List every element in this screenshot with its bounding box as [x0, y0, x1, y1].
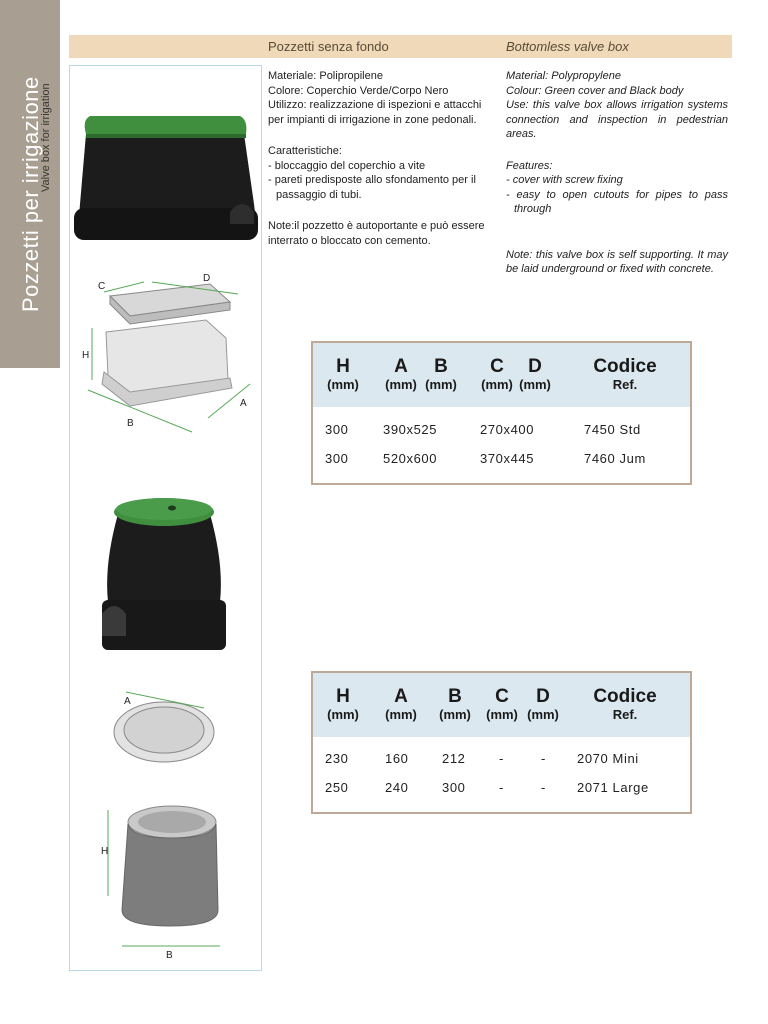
cell-h: 250: [325, 780, 349, 795]
cell-a: 240: [385, 780, 409, 795]
feature1-en: - cover with screw fixing: [506, 174, 623, 186]
header-h: H (mm): [327, 686, 359, 722]
header-title-en: Bottomless valve box: [506, 39, 629, 54]
description-italian: [268, 69, 493, 248]
cell-code: 7460 Jum: [584, 451, 646, 466]
header-d: D (mm): [527, 686, 559, 722]
rect-label-a: A: [240, 398, 247, 409]
cell-d: -: [541, 780, 546, 795]
cell-code: 2071 Large: [577, 780, 649, 795]
cell-h: 300: [325, 451, 349, 466]
header-b: B (mm): [425, 356, 457, 392]
rect-label-d: D: [203, 273, 211, 284]
header-c: C (mm): [486, 686, 518, 722]
cell-d: -: [541, 751, 546, 766]
rect-label-h: H: [82, 350, 90, 361]
table-header: [313, 343, 690, 407]
round-lid-diagram: [104, 688, 226, 772]
rect-label-b: B: [127, 418, 134, 429]
round-valve-box-image: [98, 494, 230, 656]
cell-ab: 390x525: [383, 422, 438, 437]
cell-a: 160: [385, 751, 409, 766]
note-it: Note:il pozzetto è autoportante e può essere interrato o bloccato con cemento.: [268, 220, 485, 247]
usage-en: Use: this valve box allows irrigation systems connection and inspection in pedestrian areas.: [506, 99, 728, 140]
features-title-en: Features:: [506, 159, 553, 172]
feature1-it: - bloccaggio del coperchio a vite: [268, 159, 426, 172]
cell-code: 2070 Mini: [577, 751, 639, 766]
round-label-b: B: [166, 950, 173, 961]
sidebar-subtitle: Valve box for irrigation: [40, 83, 52, 192]
color-it: Colore: Coperchio Verde/Corpo Nero: [268, 84, 449, 97]
header-code: Codice Ref.: [593, 686, 657, 722]
round-body-diagram: [100, 800, 230, 960]
sidebar-band: [0, 0, 60, 368]
sidebar-title: Pozzetti per irrigazione: [18, 76, 43, 312]
header-h: H (mm): [327, 356, 359, 392]
feature2-it: - pareti predisposte allo sfondamento per il passaggio di tubi.: [268, 174, 476, 201]
spec-table-rectangular: [311, 341, 692, 485]
cell-ab: 520x600: [383, 451, 438, 466]
cell-code: 7450 Std: [584, 422, 641, 437]
cell-c: -: [499, 780, 504, 795]
header-d: D (mm): [519, 356, 551, 392]
round-label-h: H: [101, 846, 109, 857]
table-header: [313, 673, 690, 737]
round-label-a: A: [124, 696, 131, 707]
header-c: C (mm): [481, 356, 513, 392]
rectangular-box-diagram: [78, 272, 258, 440]
header-band: [69, 35, 732, 58]
cell-b: 212: [442, 751, 466, 766]
header-title-it: Pozzetti senza fondo: [268, 39, 389, 54]
features-title-it: Caratteristiche:: [268, 145, 342, 157]
description-english: [506, 69, 728, 277]
color-en: Colour: Green cover and Black body: [506, 84, 684, 97]
material-it: Materiale: Polipropilene: [268, 70, 383, 82]
header-code: Codice Ref.: [593, 356, 657, 392]
feature2-en: - easy to open cutouts for pipes to pass through: [506, 188, 728, 215]
rect-label-c: C: [98, 281, 106, 292]
header-a: A (mm): [385, 356, 417, 392]
usage-it: Utilizzo: realizzazione di ispezioni e attacchi per impianti di irrigazione in zone pedonali.: [268, 99, 482, 126]
header-b: B (mm): [439, 686, 471, 722]
cell-cd: 370x445: [480, 451, 535, 466]
cell-cd: 270x400: [480, 422, 535, 437]
cell-h: 300: [325, 422, 349, 437]
cell-h: 230: [325, 751, 349, 766]
note-en: Note: this valve box is self supporting. It may be laid underground or fixed with concrete.: [506, 248, 728, 275]
spec-table-round: [311, 671, 692, 814]
header-a: A (mm): [385, 686, 417, 722]
cell-c: -: [499, 751, 504, 766]
cell-b: 300: [442, 780, 466, 795]
material-en: Material: Polypropylene: [506, 70, 621, 82]
rectangular-valve-box-image: [72, 112, 260, 252]
